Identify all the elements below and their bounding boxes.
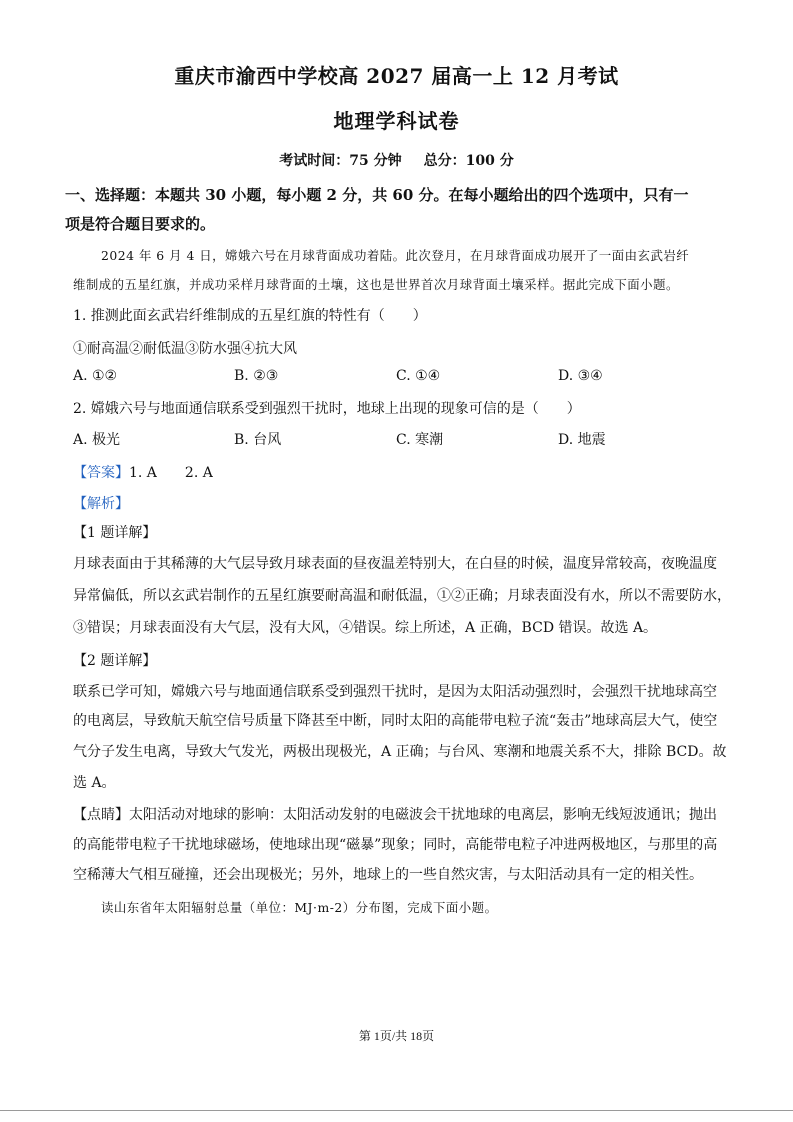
section-heading-line2: 项是符合题目要求的。 [65,215,216,233]
exam-title: 重庆市渝西中学校高 2027 届高一上 12 月考试 [174,64,619,88]
q1-option-a: A. ①② [73,368,118,384]
answer-values: 1. A 2. A [129,465,213,481]
answer-label: 【答案】 [73,465,129,481]
passage-line2: 维制成的五星红旗，并成功采样月球背面的土壤，这也是世界首次月球背面土壤采样。据此完成下面小题。 [73,277,679,292]
question-1-stem: 1. 推测此面玄武岩纤维制成的五星红旗的特性有（ ） [73,308,427,324]
analysis-label: 【解析】 [73,496,129,512]
detail-1-line3: ③错误；月球表面没有大气层，没有大风，④错误。综上所述，A 正确，BCD 错误。故选 A。 [73,620,658,636]
exam-time: 考试时间：75 分钟 [279,153,402,169]
section-heading-line1: 一、选择题：本题共 30 小题，每小题 2 分，共 60 分。在每小题给出的四个选项中，只有一 [65,186,689,204]
q1-option-c: C. ①④ [396,368,441,384]
detail-2-line2: 的电离层，导致航天航空信号质量下降甚至中断，同时太阳的高能带电粒子流“轰击”地球高层大气，使空 [73,713,718,729]
q2-option-a: A. 极光 [73,432,121,448]
detail-1-label: 【1 题详解】 [73,525,157,541]
exam-subtitle: 地理学科试卷 [333,109,460,133]
comment-line3: 空稀薄大气相互碰撞，还会出现极光；另外，地球上的一些自然灾害，与太阳活动具有一定的相关性。 [73,867,703,883]
answer-line [73,462,733,482]
q2-option-d: D. 地震 [558,432,606,448]
q1-option-d: D. ③④ [558,368,603,384]
detail-1-line2: 异常偏低，所以玄武岩制作的五星红旗要耐高温和耐低温，①②正确；月球表面没有水，所以不需要防水， [73,588,731,604]
comment-label: 【点睛】 [73,807,129,823]
q2-option-b: B. 台风 [234,432,282,448]
q1-option-b: B. ②③ [234,368,279,384]
q2-option-c: C. 寒潮 [396,432,444,448]
question-1-items: ①耐高温②耐低温③防水强④抗大风 [73,341,297,357]
detail-2-label: 【2 题详解】 [73,653,157,669]
next-question-intro: 读山东省年太阳辐射总量（单位：MJ·m-2）分布图，完成下面小题。 [101,900,498,915]
detail-2-line4: 选 A。 [73,775,116,791]
detail-1-line1: 月球表面由于其稀薄的大气层导致月球表面的昼夜温差特别大，在白昼的时候，温度异常较高，夜晚温度 [73,556,717,572]
question-2-stem: 2. 嫦娥六号与地面通信联系受到强烈干扰时，地球上出现的现象可信的是（ ） [73,401,581,417]
exam-score: 总分：100 分 [423,153,514,169]
bottom-divider [0,1110,793,1111]
comment-line1: 【点睛】太阳活动对地球的影响：太阳活动发射的电磁波会干扰地球的电离层，影响无线短波通讯；抛出 [73,807,717,823]
page-footer: 第 1页/共 18页 [358,1029,435,1043]
passage-line1: 2024 年 6 月 4 日，嫦娥六号在月球背面成功着陆。此次登月，在月球背面成功展开了一面由玄武岩纤 [101,248,690,263]
comment-line2: 的高能带电粒子干扰地球磁场，使地球出现“磁暴”现象；同时，高能带电粒子冲进两极地区，与那里的高 [73,837,718,853]
exam-meta [0,150,793,170]
detail-2-line3: 气分子发生电离，导致大气发光，两极出现极光，A 正确；与台风、寒潮和地震关系不大，排除 BCD。故 [73,744,727,760]
detail-2-line1: 联系已学可知，嫦娥六号与地面通信联系受到强烈干扰时，是因为太阳活动强烈时，会强烈干扰地球高空 [73,684,717,700]
